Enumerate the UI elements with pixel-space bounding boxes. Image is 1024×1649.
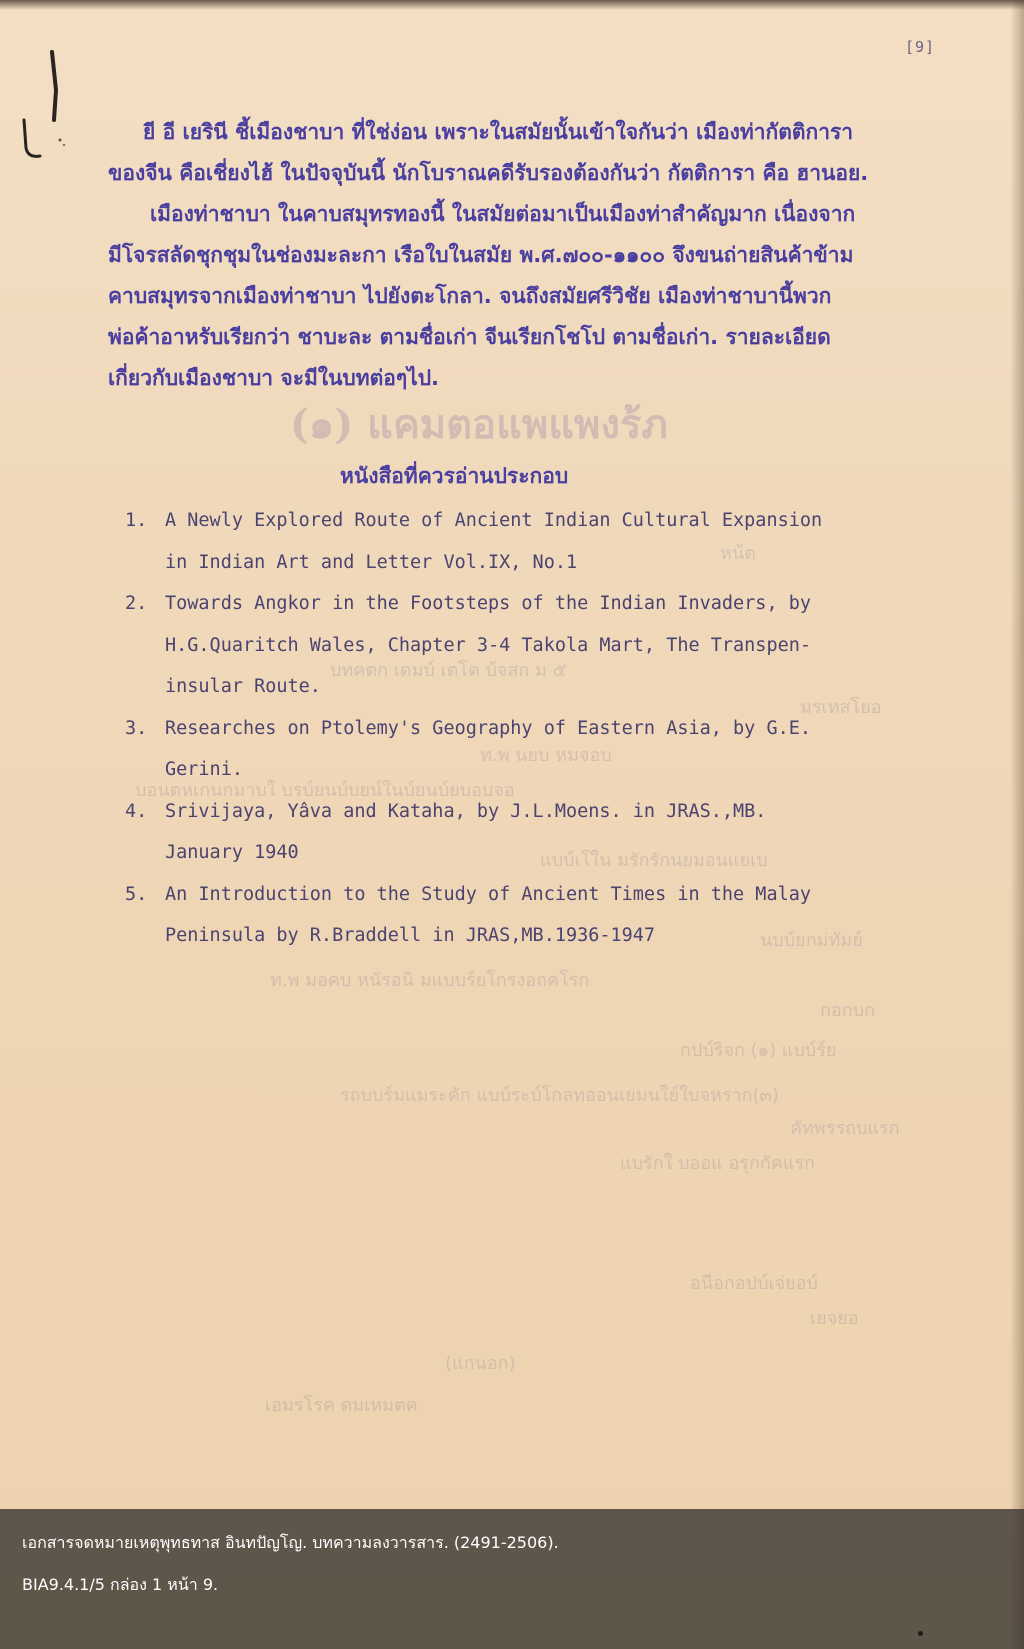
reference-number: 4. xyxy=(125,800,148,822)
reference-line: A Newly Explored Route of Ancient Indian Cultural Expansion xyxy=(165,510,823,531)
reference-item xyxy=(125,791,945,874)
body-line: เมืองท่าชาบา ในคาบสมุทรทองนี้ ในสมัยต่อมาเป็นเมืองท่าสำคัญมาก เนื่องจาก xyxy=(150,202,856,226)
body-line: ของจีน คือเชี่ยงไฮ้ ในปัจจุบันนี้ นักโบราณคดีรับรองต้องกันว่า กัตติการา คือ ฮานอย. xyxy=(108,161,869,185)
reference-item xyxy=(125,583,945,708)
caption-reference: BIA9.4.1/5 กล่อง 1 หน้า 9. xyxy=(22,1575,219,1594)
reference-number: 1. xyxy=(125,510,148,531)
body-paragraph xyxy=(108,112,938,399)
reference-item xyxy=(125,874,945,957)
margin-pencil-mark xyxy=(10,50,70,170)
show-through-text: กอกบก xyxy=(820,1000,875,1021)
reference-line: Researches on Ptolemy's Geography of Eastern Asia, by G.E. xyxy=(165,717,812,739)
show-through-text: (แกนอก) xyxy=(445,1353,516,1374)
body-line: พ่อค้าอาหรับเรียกว่า ชาบะละ ตามชื่อเก่า จีนเรียกโชโป ตามชื่อเก่า. รายละเอียด xyxy=(108,325,831,349)
show-through-text: กปบ์ริจก (๑) แบบ์ร์ย xyxy=(680,1040,837,1061)
show-through-text: แบบ์เโใน มรักรักนยมอนแยเบ xyxy=(540,850,768,871)
references-heading: หนังสือที่ควรอ่านประกอบ xyxy=(340,464,569,488)
show-through-text: เอมรโรค ดมเหมตค xyxy=(265,1395,418,1416)
body-line: คาบสมุทรจากเมืองท่าชาบา ไปยังตะโกลา. จนถึงสมัยศรีวิชัย เมืองท่าชาบานี้พวก xyxy=(108,284,832,308)
show-through-text: อนีอกอปบ์เจ่ยอบ์ xyxy=(690,1273,818,1294)
reference-line: Srivijaya, Yâva and Kataha, by J.L.Moens. in JRAS.,MB. xyxy=(165,800,767,822)
reference-number: 3. xyxy=(125,717,148,739)
show-through-text: เยจยอ xyxy=(810,1308,859,1329)
reference-line: Towards Angkor in the Footsteps of the Indian Invaders, by xyxy=(165,593,812,614)
show-through-text: มรเทสโยอ xyxy=(800,697,882,718)
show-through-text: ท.พ นยบ หมจอบ xyxy=(480,745,612,766)
show-through-text: คัทพรรถบแรก xyxy=(790,1118,900,1139)
reference-line: January 1940 xyxy=(165,842,299,863)
page-number: [9] xyxy=(905,38,936,56)
show-through-text: รถบบร์มแมระคัก แบบ์ระบ์โกลทออนเยมนใย์ใบจหราก(๓) xyxy=(340,1085,779,1106)
reference-line: H.G.Quaritch Wales, Chapter 3-4 Takola Mart, The Transpen- xyxy=(165,634,812,656)
body-line: เกี่ยวกับเมืองชาบา จะมีในบทต่อๆไป. xyxy=(108,366,440,390)
body-line: ยี อี เยรินี ชี้เมืองชาบา ที่ใช่ง่อน เพราะในสมัยนั้นเข้าใจกันว่า เมืองท่ากัตติการา xyxy=(143,120,854,144)
reference-number: 2. xyxy=(125,593,148,614)
speck xyxy=(918,1631,923,1636)
reference-item xyxy=(125,708,945,791)
reference-line: insular Route. xyxy=(165,676,321,697)
show-through-text: แบรักใ บออแ อรุกกัคแรก xyxy=(620,1153,815,1174)
caption-title: เอกสารจดหมายเหตุพุทธทาส อินทปัญโญ. บทความลงวารสาร. (2491-2506). xyxy=(22,1533,559,1552)
show-through-text: นบบ์ยกม่ทัมย์ xyxy=(760,930,863,951)
reference-number: 5. xyxy=(125,883,148,905)
show-through-text: บทคตก เดมบ์ เตโต บ้จสก ม ๕ xyxy=(330,660,567,681)
show-through-text: ท.พ มอคบ หนัรอนิ มแบบร์ยโกรงอถคโรก xyxy=(270,970,590,991)
reference-line: An Introduction to the Study of Ancient Times in the Malay xyxy=(165,883,812,905)
show-through-text: หน้ต xyxy=(720,543,756,564)
reference-line: Peninsula by R.Braddell in JRAS,MB.1936-1947 xyxy=(165,925,656,946)
body-line: มีโจรสลัดชุกชุมในช่องมะละกา เรือใบในสมัย พ.ศ.๗๐๐-๑๑๐๐ จึงขนถ่ายสินค้าข้าม xyxy=(108,243,854,267)
reference-line: Gerini. xyxy=(165,759,243,780)
page-edge-shadow xyxy=(1010,0,1024,1649)
show-through-text: บอนตหเกนกมาบใ บรบ์ยนบ์บยน์ในบ์ยนบ์ยบอบจอ xyxy=(135,780,515,801)
reference-list xyxy=(125,500,945,957)
show-through-text: (๑) แคมตอแพแพงร้ภ xyxy=(290,401,668,448)
reference-line: in Indian Art and Letter Vol.IX, No.1 xyxy=(165,551,578,573)
reference-item xyxy=(125,500,945,583)
